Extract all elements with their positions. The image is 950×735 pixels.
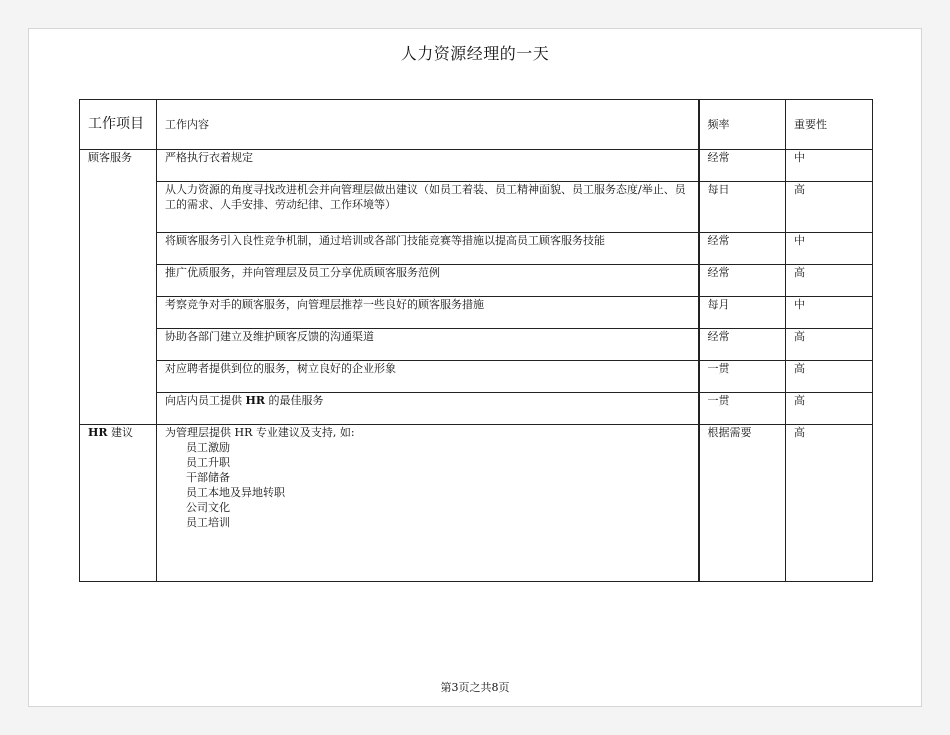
table-row [80, 265, 873, 297]
row-importance: 高 [786, 182, 873, 233]
row-importance: 高 [786, 329, 873, 361]
row-importance: 中 [786, 233, 873, 265]
row-frequency: 每日 [699, 182, 786, 233]
row-content: 对应聘者提供到位的服务，树立良好的企业形象 [157, 361, 699, 393]
row-content-bold: HR [245, 394, 266, 407]
hr-item-list [165, 440, 690, 530]
table-row [80, 393, 873, 425]
category-customer-service: 顾客服务 [80, 150, 157, 425]
row-frequency: 经常 [699, 265, 786, 297]
duties-table [79, 99, 873, 582]
category-hr-rest: 建议 [107, 426, 134, 439]
row-content: 协助各部门建立及维护顾客反馈的沟通渠道 [157, 329, 699, 361]
table-row [80, 182, 873, 233]
hr-importance: 高 [786, 425, 873, 582]
hr-intro: 为管理层提供 HR 专业建议及支持, 如: [165, 426, 355, 439]
list-item: 公司文化 [186, 501, 230, 514]
table-row [80, 329, 873, 361]
row-content: 将顾客服务引入良性竞争机制，通过培训或各部门技能竞赛等措施以提高员工顾客服务技能 [157, 233, 699, 265]
row-content-post: 的最佳服务 [265, 394, 324, 407]
row-frequency: 经常 [699, 150, 786, 182]
row-importance: 高 [786, 265, 873, 297]
row-importance: 高 [786, 361, 873, 393]
row-frequency: 一贯 [699, 393, 786, 425]
row-frequency: 经常 [699, 329, 786, 361]
header-content: 工作内容 [157, 100, 699, 150]
row-importance: 中 [786, 297, 873, 329]
list-item: 干部储备 [186, 471, 230, 484]
table-row [80, 150, 873, 182]
page-number: 第3页之共8页 [440, 681, 510, 694]
header-item: 工作项目 [80, 100, 157, 150]
row-content: 严格执行衣着规定 [157, 150, 699, 182]
list-item: 员工升职 [186, 456, 230, 469]
header-frequency: 频率 [699, 100, 786, 150]
row-frequency: 经常 [699, 233, 786, 265]
list-item: 员工激励 [186, 441, 230, 454]
document-page [28, 28, 922, 707]
hr-frequency: 根据需要 [699, 425, 786, 582]
document-title: 人力资源经理的一天 [400, 44, 550, 63]
table-row-hr [80, 425, 873, 582]
table-header-row [80, 100, 873, 150]
row-content: 考察竞争对手的顾客服务，向管理层推荐一些良好的顾客服务措施 [157, 297, 699, 329]
row-frequency: 每月 [699, 297, 786, 329]
row-content [157, 393, 699, 425]
table-row [80, 297, 873, 329]
row-frequency: 一贯 [699, 361, 786, 393]
category-hr-advice [80, 425, 157, 582]
header-importance: 重要性 [786, 100, 873, 150]
row-content: 从人力资源的角度寻找改进机会并向管理层做出建议（如员工着装、员工精神面貌、员工服务态度/举止、员工的需求、人手安排、劳动纪律、工作环境等） [157, 182, 699, 233]
row-content-pre: 向店内员工提供 [165, 394, 246, 407]
table-row [80, 361, 873, 393]
list-item: 员工培训 [186, 516, 230, 529]
row-content: 推广优质服务，并向管理层及员工分享优质顾客服务范例 [157, 265, 699, 297]
list-item: 员工本地及异地转职 [186, 486, 285, 499]
table-row [80, 233, 873, 265]
row-importance: 高 [786, 393, 873, 425]
row-importance: 中 [786, 150, 873, 182]
category-hr-bold: HR [88, 426, 108, 439]
hr-content [157, 425, 699, 582]
